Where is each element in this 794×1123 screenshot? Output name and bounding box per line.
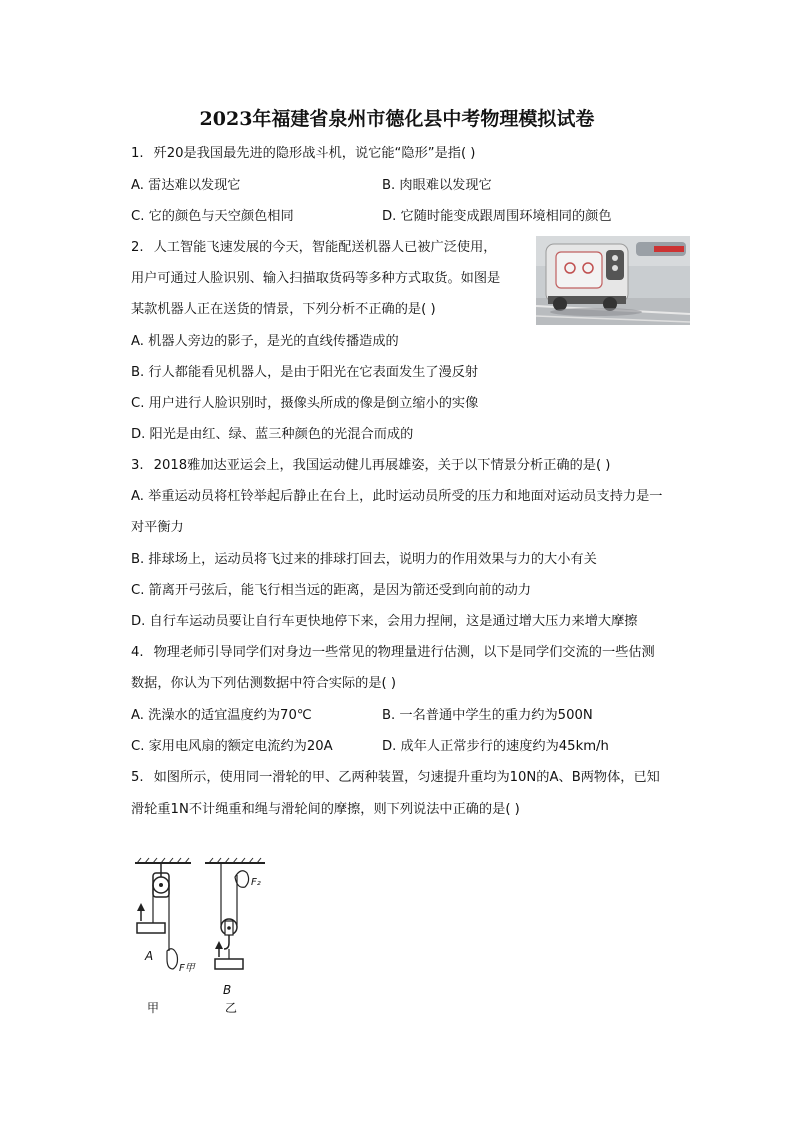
question-2-stem-line-1: 2. 人工智能飞速发展的今天，智能配送机器人已被广泛使用，: [131, 240, 497, 255]
delivery-robot-photo: [536, 236, 690, 325]
label-object-a: A: [145, 949, 154, 963]
question-2-option-a: A. 机器人旁边的影子，是光的直线传播造成的: [131, 334, 399, 349]
page-title: 2023年福建省泉州市德化县中考物理模拟试卷: [199, 108, 595, 130]
question-5-stem-line-2: 滑轮重1N不计绳重和绳与滑轮间的摩擦，则下列说法中正确的是( ): [131, 802, 520, 817]
question-2-option-d: D. 阳光是由红、绿、蓝三种颜色的光混合而成的: [131, 427, 414, 442]
question-1-stem: 1. 歼20是我国最先进的隐形战斗机，说它能“隐形”是指( ): [131, 146, 476, 161]
question-4-option-b: B. 一名普通中学生的重力约为500N: [382, 708, 593, 723]
question-number: 5.: [131, 770, 144, 785]
question-3-option-a-cont: 对平衡力: [131, 520, 184, 535]
label-force-jia: F甲: [179, 963, 195, 974]
question-3-option-d: D. 自行车运动员要让自行车更快地停下来，会用力捏闸，这是通过增大压力来增大摩擦: [131, 614, 638, 629]
question-5-stem-line-1: 5. 如图所示，使用同一滑轮的甲、乙两种装置，匀速提升重均为10N的A、B两物体，已知: [131, 770, 660, 785]
pulley-diagram: [131, 855, 271, 1015]
question-3-stem: 3. 2018雅加达亚运会上，我国运动健儿再展雄姿，关于以下情景分析正确的是( ): [131, 458, 611, 473]
question-number: 3.: [131, 458, 144, 473]
question-number: 2.: [131, 240, 144, 255]
question-2-option-b: B. 行人都能看见机器人，是由于阳光在它表面发生了漫反射: [131, 365, 479, 380]
question-number: 1.: [131, 146, 144, 161]
robot-illustration: [536, 236, 690, 325]
question-1-option-c: C. 它的颜色与天空颜色相同: [131, 209, 294, 224]
question-1-option-a: A. 雷达难以发现它: [131, 178, 241, 193]
question-4-option-d: D. 成年人正常步行的速度约为45km/h: [382, 739, 609, 754]
question-2-stem-line-2: 用户可通过人脸识别、输入扫描取货码等多种方式取货。如图是: [131, 271, 501, 286]
pulley-figure: [131, 855, 271, 1015]
label-object-b: B: [223, 983, 232, 997]
question-2-stem-line-3: 某款机器人正在送货的情景，下列分析不正确的是( ): [131, 302, 436, 317]
question-1-option-b: B. 肉眼难以发现它: [382, 178, 492, 193]
label-jia: 甲: [147, 1001, 160, 1015]
question-4-stem-line-2: 数据，你认为下列估测数据中符合实际的是( ): [131, 676, 397, 691]
question-3-option-a: A. 举重运动员将杠铃举起后静止在台上，此时运动员所受的压力和地面对运动员支持力是一: [131, 489, 663, 504]
question-number: 4.: [131, 645, 144, 660]
label-yi: 乙: [225, 1001, 238, 1015]
question-4-stem-line-1: 4. 物理老师引导同学们对身边一些常见的物理量进行估测，以下是同学们交流的一些估测: [131, 645, 655, 660]
question-4-option-a: A. 洗澡水的适宜温度约为70℃: [131, 708, 312, 723]
label-force-2: F₂: [251, 877, 261, 888]
question-3-option-c: C. 箭离开弓弦后，能飞行相当远的距离，是因为箭还受到向前的动力: [131, 583, 532, 598]
question-2-option-c: C. 用户进行人脸识别时，摄像头所成的像是倒立缩小的实像: [131, 396, 479, 411]
question-4-option-c: C. 家用电风扇的额定电流约为20A: [131, 739, 333, 754]
question-1-option-d: D. 它随时能变成跟周围环境相同的颜色: [382, 209, 612, 224]
question-3-option-b: B. 排球场上，运动员将飞过来的排球打回去，说明力的作用效果与力的大小有关: [131, 552, 597, 567]
